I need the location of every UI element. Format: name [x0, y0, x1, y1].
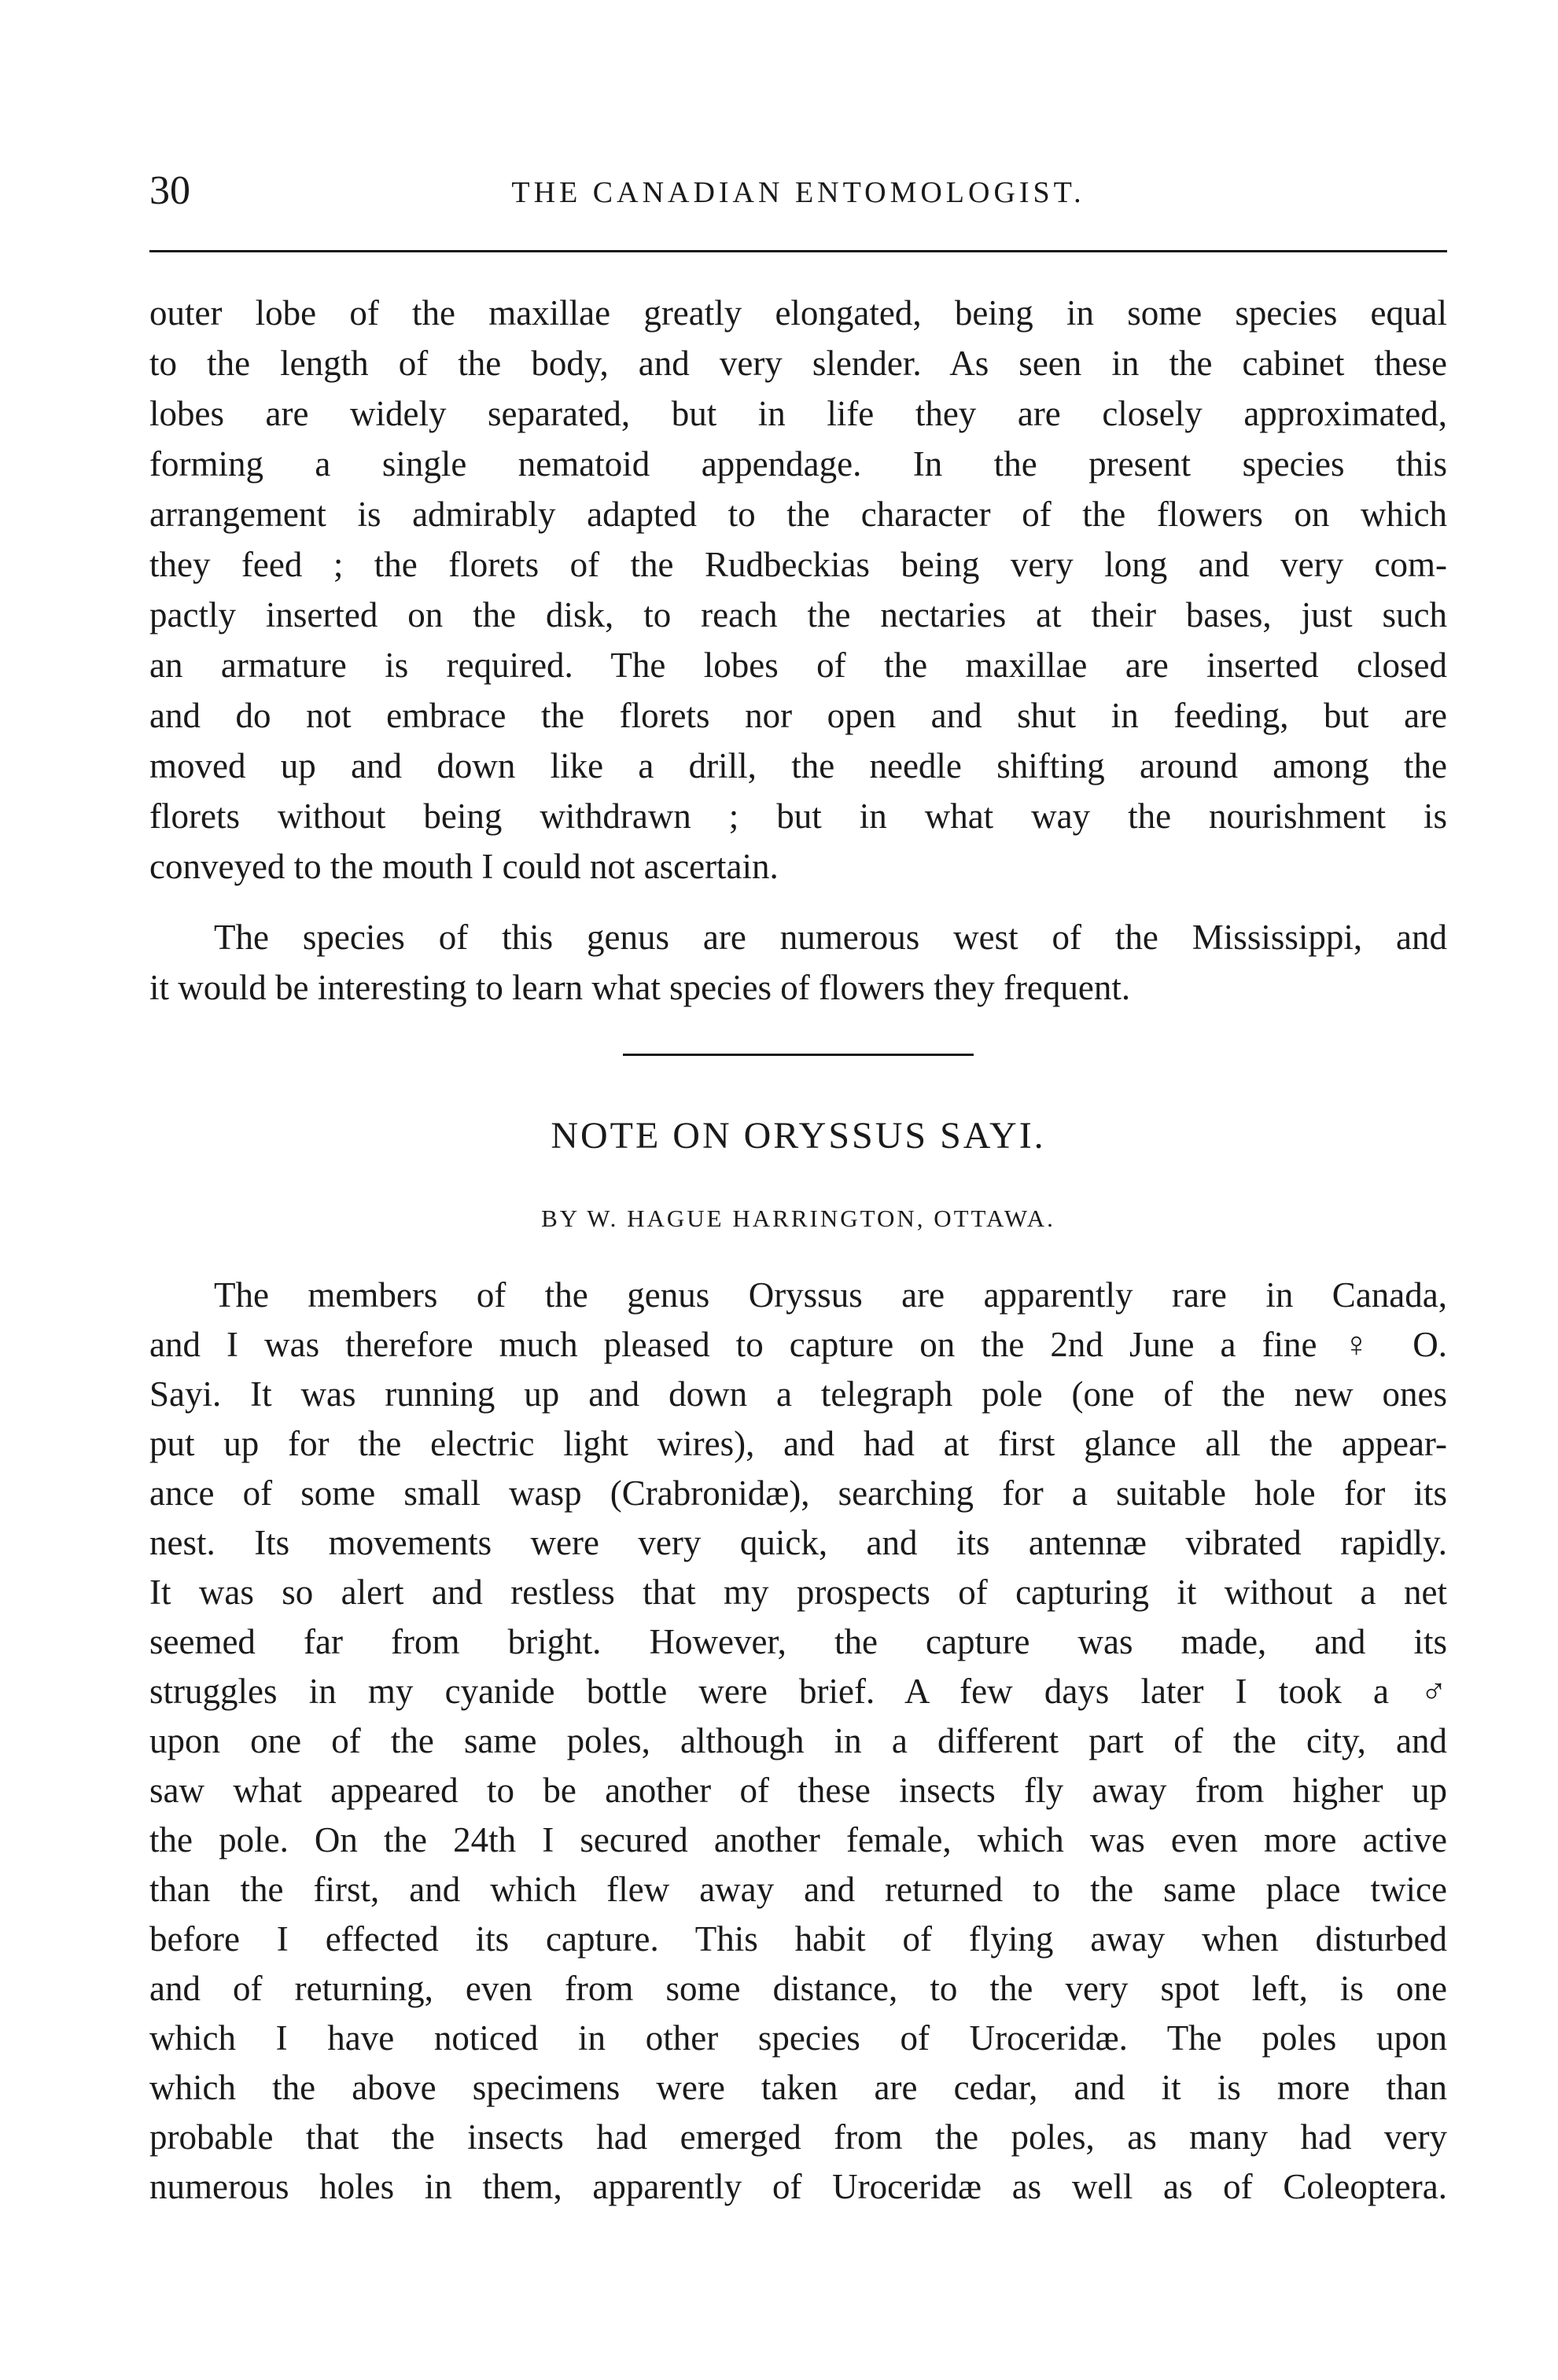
text-line: florets without being withdrawn ; but in what way the nourishment is: [149, 796, 1447, 836]
text-line: arrangement is admirably adapted to the character of the flowers on which: [149, 495, 1447, 534]
article-byline: BY W. HAGUE HARRINGTON, OTTAWA.: [541, 1205, 1055, 1232]
text-line: upon one of the same poles, although in a different part of the city, and: [149, 1721, 1447, 1760]
continued-paragraph: [149, 288, 1447, 892]
text-line: which the above specimens were taken are cedar, and it is more than: [149, 2068, 1447, 2107]
text-line: probable that the insects had emerged from the poles, as many had very: [149, 2117, 1447, 2157]
text-line: numerous holes in them, apparently of Uroceridæ as well as of Coleoptera.: [149, 2167, 1447, 2206]
text-line: it would be interesting to learn what species of flowers they frequent.: [149, 968, 1131, 1007]
text-line: ance of some small wasp (Crabronidæ), searching for a suitable hole for its: [149, 1473, 1447, 1513]
text-line: conveyed to the mouth I could not ascertain.: [149, 847, 779, 886]
text-line: and I was therefore much pleased to capture on the 2nd June a fine ♀ O.: [149, 1325, 1447, 1364]
text-line: they feed ; the florets of the Rudbeckias being very long and very com-: [149, 545, 1447, 584]
text-line: and do not embrace the florets nor open and shut in feeding, but are: [149, 696, 1447, 735]
section-divider: [623, 1054, 974, 1056]
article-title: NOTE ON ORYSSUS SAYI.: [551, 1115, 1046, 1157]
page-number: 30: [149, 168, 190, 213]
text-line: seemed far from bright. However, the capture was made, and its: [149, 1622, 1447, 1661]
text-line: The species of this genus are numerous west of the Mississippi, and: [214, 918, 1447, 957]
text-line: nest. Its movements were very quick, and its antennæ vibrated rapidly.: [149, 1523, 1447, 1562]
text-line: saw what appeared to be another of these insects fly away from higher up: [149, 1771, 1447, 1810]
text-line: Sayi. It was running up and down a telegraph pole (one of the new ones: [149, 1374, 1447, 1414]
text-line: forming a single nematoid appendage. In the present species this: [149, 444, 1447, 484]
text-line: to the length of the body, and very slender. As seen in the cabinet these: [149, 344, 1447, 383]
text-line: The members of the genus Oryssus are apparently rare in Canada,: [214, 1275, 1447, 1315]
text-line: put up for the electric light wires), and had at first glance all the appear-: [149, 1424, 1447, 1463]
text-line: the pole. On the 24th I secured another female, which was even more active: [149, 1820, 1447, 1859]
text-line: lobes are widely separated, but in life they are closely approximated,: [149, 394, 1447, 433]
page-header: [149, 167, 1447, 215]
text-line: struggles in my cyanide bottle were brief. A few days later I took a ♂: [149, 1672, 1447, 1711]
closing-paragraph: [149, 912, 1447, 1013]
article-paragraph: [149, 1271, 1447, 2212]
text-line: which I have noticed in other species of Uroceridæ. The poles upon: [149, 2018, 1447, 2058]
text-line: It was so alert and restless that my prospects of capturing it without a net: [149, 1573, 1447, 1612]
text-line: before I effected its capture. This habit of flying away when disturbed: [149, 1919, 1447, 1959]
text-line: outer lobe of the maxillae greatly elongated, being in some species equal: [149, 293, 1447, 333]
running-head: THE CANADIAN ENTOMOLOGIST.: [511, 176, 1085, 209]
text-line: than the first, and which flew away and returned to the same place twice: [149, 1870, 1447, 1909]
text-line: pactly inserted on the disk, to reach the nectaries at their bases, just such: [149, 595, 1447, 635]
text-line: moved up and down like a drill, the needle shifting around among the: [149, 746, 1447, 785]
text-line: an armature is required. The lobes of the maxillae are inserted closed: [149, 646, 1447, 685]
text-line: and of returning, even from some distance, to the very spot left, is one: [149, 1969, 1447, 2008]
header-rule: [149, 250, 1447, 252]
